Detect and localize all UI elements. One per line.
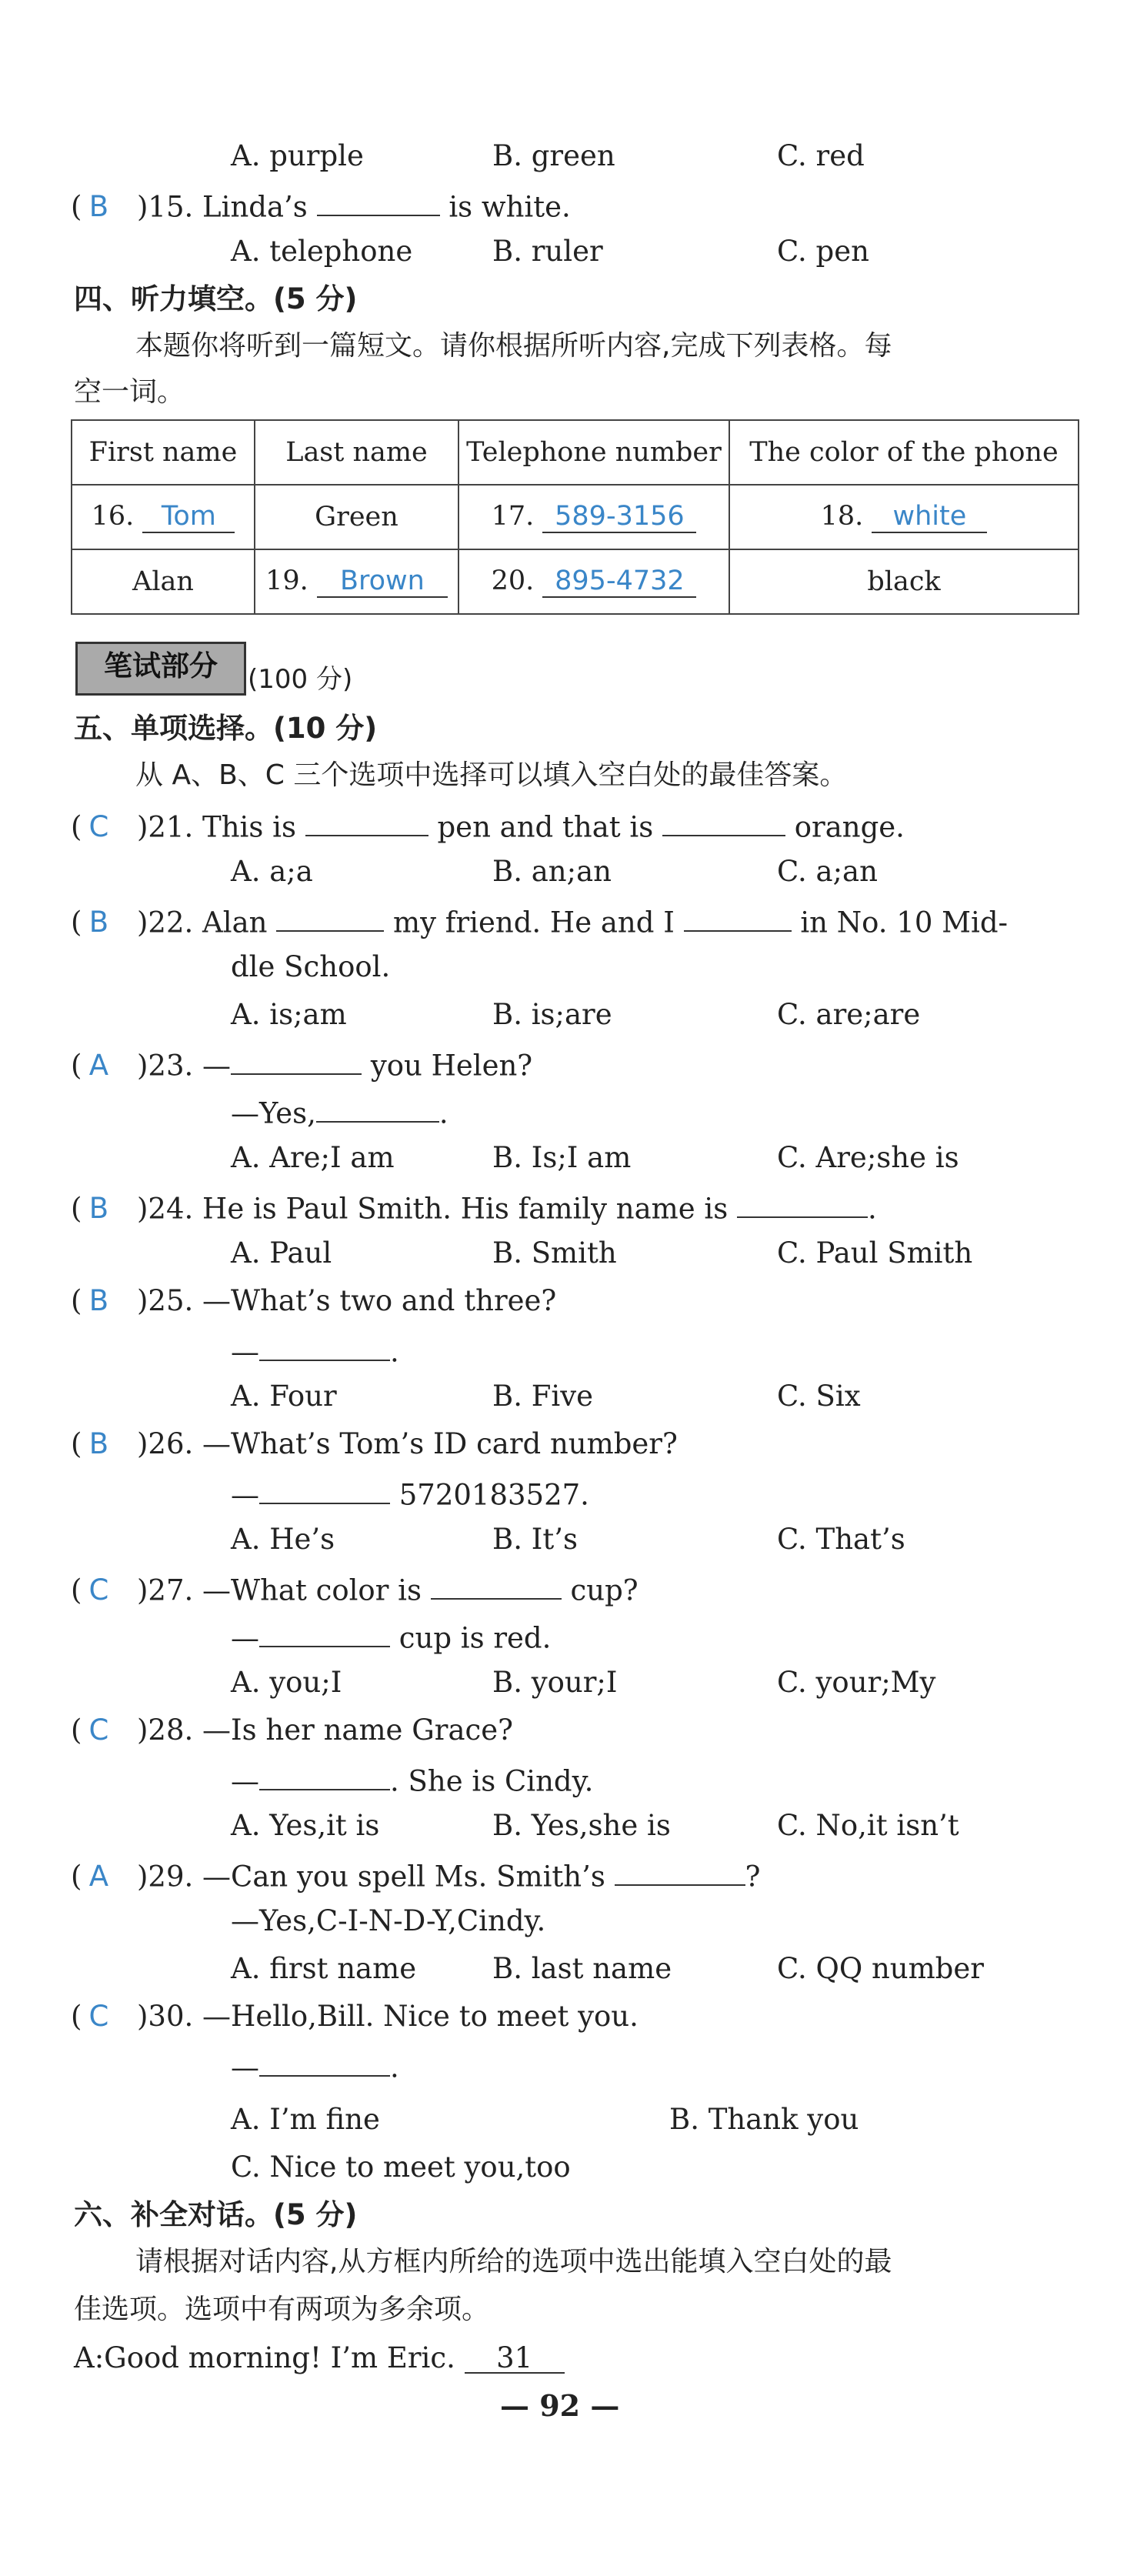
q30-blank xyxy=(259,2050,390,2077)
q28-option-a: A. Yes,it is xyxy=(231,1809,380,1842)
header-first-name: First name xyxy=(72,420,255,485)
q15-number: )15. xyxy=(137,190,194,224)
num-16: 16. xyxy=(91,501,135,532)
answer-17: 589-3156 xyxy=(542,501,696,533)
q14-option-a: A. purple xyxy=(231,139,364,172)
q28-text: —Is her name Grace? xyxy=(202,1713,513,1747)
q29-reply: —Yes,C-I-N-D-Y,Cindy. xyxy=(231,1904,546,1937)
section-5-heading: 五、单项选择。(10 分) xyxy=(74,712,378,745)
q29-number: )29. xyxy=(137,1860,194,1894)
q27-blank-1 xyxy=(431,1573,562,1600)
section-6-heading: 六、补全对话。(5 分) xyxy=(74,2198,358,2231)
answer-24: B xyxy=(88,1192,109,1226)
q23-number: )23. xyxy=(137,1049,194,1083)
q21-option-b: B. an;an xyxy=(492,855,612,888)
q22-blank-2 xyxy=(684,905,792,932)
q26-blank xyxy=(259,1477,390,1504)
q25-option-b: B. Five xyxy=(492,1380,594,1413)
q27-reply xyxy=(231,1620,552,1655)
q22-text: Alan xyxy=(202,906,268,939)
answer-15: B xyxy=(88,190,109,224)
q30-reply xyxy=(231,2050,399,2084)
question-25: ( B )25. —What’s two and three? xyxy=(71,1284,557,1317)
q22-text-mid: my friend. He and I xyxy=(393,906,675,939)
q26-option-c: C. That’s xyxy=(777,1523,905,1556)
q29-blank xyxy=(615,1859,745,1886)
q29-text-end: ? xyxy=(745,1860,761,1894)
q30-number: )30. xyxy=(137,2000,194,2033)
q26-text: —What’s Tom’s ID card number? xyxy=(202,1427,678,1460)
listening-table xyxy=(71,419,1079,615)
answer-27: C xyxy=(88,1573,109,1607)
cell-19 xyxy=(255,549,458,614)
q21-option-c: C. a;an xyxy=(777,855,878,888)
table-row xyxy=(72,485,1079,549)
q21-text-end: orange. xyxy=(794,810,905,844)
q27-reply-end: cup is red. xyxy=(398,1621,552,1655)
section-6-instruction-cont: 佳选项。选项中有两项为多余项。 xyxy=(74,2294,490,2325)
q28-blank xyxy=(259,1763,390,1790)
cell-20 xyxy=(458,549,729,614)
answer-22: B xyxy=(88,906,109,939)
q30-option-b: B. Thank you xyxy=(669,2103,859,2136)
q29-text: —Can you spell Ms. Smith’s xyxy=(202,1860,605,1894)
section-6-instruction: 请根据对话内容,从方框内所给的选项中选出能填入空白处的最 xyxy=(135,2246,892,2277)
cell-alan: Alan xyxy=(72,549,255,614)
q26-option-a: A. He’s xyxy=(231,1523,335,1556)
q27-text: —What color is xyxy=(202,1573,422,1607)
q30-text: —Hello,Bill. Nice to meet you. xyxy=(202,2000,639,2033)
section-4-heading: 四、听力填空。(5 分) xyxy=(74,282,358,315)
q22-option-b: B. is;are xyxy=(492,998,612,1031)
q22-text-end: in No. 10 Mid- xyxy=(800,906,1009,939)
q26-number: )26. xyxy=(137,1427,194,1460)
q15-option-a: A. telephone xyxy=(231,235,413,268)
cell-17 xyxy=(458,485,729,549)
q27-option-b: B. your;I xyxy=(492,1666,618,1699)
q23-option-c: C. Are;she is xyxy=(777,1141,959,1174)
q27-option-a: A. you;I xyxy=(231,1666,342,1699)
q26-reply-end: 5720183527. xyxy=(398,1478,589,1512)
q27-number: )27. xyxy=(137,1573,194,1607)
dialogue-text: A:Good morning! I’m Eric. xyxy=(74,2341,455,2374)
header-telephone-number: Telephone number xyxy=(458,420,729,485)
answer-19: Brown xyxy=(317,566,448,598)
num-19: 19. xyxy=(265,566,308,596)
question-30: ( C )30. —Hello,Bill. Nice to meet you. xyxy=(71,2000,639,2033)
q23-blank-1 xyxy=(231,1048,362,1075)
question-29: ( A )29. —Can you spell Ms. Smith’s ? xyxy=(71,1860,761,1894)
q15-text: Linda’s xyxy=(202,190,308,224)
question-28: ( C )28. —Is her name Grace? xyxy=(71,1713,513,1747)
q25-reply xyxy=(231,1334,399,1369)
q26-option-b: B. It’s xyxy=(492,1523,578,1556)
q23-reply-text: —Yes, xyxy=(231,1096,316,1130)
answer-16: Tom xyxy=(142,501,235,533)
header-last-name: Last name xyxy=(255,420,458,485)
q25-option-c: C. Six xyxy=(777,1380,861,1413)
q30-option-c: C. Nice to meet you,too xyxy=(231,2151,571,2184)
answer-18: white xyxy=(872,501,987,533)
q23-option-a: A. Are;I am xyxy=(231,1141,395,1174)
question-27: ( C )27. —What color is cup? xyxy=(71,1573,639,1607)
header-phone-color: The color of the phone xyxy=(729,420,1079,485)
section-4-instruction-cont: 空一词。 xyxy=(74,376,185,408)
q22-option-c: C. are;are xyxy=(777,998,921,1031)
q30-dash: — xyxy=(231,2050,259,2084)
q25-number: )25. xyxy=(137,1284,194,1317)
q25-reply-end: . xyxy=(390,1335,399,1369)
answer-23: A xyxy=(88,1049,109,1083)
q27-text-end: cup? xyxy=(570,1573,639,1607)
q24-option-c: C. Paul Smith xyxy=(777,1236,973,1270)
q29-option-c: C. QQ number xyxy=(777,1952,984,1985)
cell-16 xyxy=(72,485,255,549)
question-22: ( B )22. Alan my friend. He and I in No. 10 Mid- xyxy=(71,906,1009,939)
q23-blank-2 xyxy=(316,1096,439,1123)
q21-blank-2 xyxy=(662,809,785,836)
q23-reply xyxy=(231,1096,448,1130)
q22-option-a: A. is;am xyxy=(231,998,347,1031)
num-17: 17. xyxy=(491,501,535,532)
table-header-row xyxy=(72,420,1079,485)
q15-text-end: is white. xyxy=(448,190,571,224)
q28-dash: — xyxy=(231,1764,259,1798)
q24-text-end: . xyxy=(868,1192,877,1226)
q15-option-b: B. ruler xyxy=(492,235,603,268)
num-20: 20. xyxy=(491,566,535,596)
q23-text: you Helen? xyxy=(370,1049,533,1083)
q29-option-b: B. last name xyxy=(492,1952,672,1985)
q25-option-a: A. Four xyxy=(231,1380,337,1413)
q27-dash: — xyxy=(231,1621,259,1655)
q21-blank-1 xyxy=(305,809,428,836)
cell-18 xyxy=(729,485,1079,549)
q21-text: This is xyxy=(202,810,296,844)
q21-option-a: A. a;a xyxy=(231,855,313,888)
q26-reply xyxy=(231,1477,589,1512)
q28-reply xyxy=(231,1763,594,1798)
q24-option-b: B. Smith xyxy=(492,1236,617,1270)
question-26: ( B )26. —What’s Tom’s ID card number? xyxy=(71,1427,678,1460)
q14-option-b: B. green xyxy=(492,139,615,172)
q23-option-b: B. Is;I am xyxy=(492,1141,632,1174)
dialogue-line-a xyxy=(74,2341,565,2374)
q15-option-c: C. pen xyxy=(777,235,869,268)
q27-blank-2 xyxy=(259,1620,390,1647)
q21-text-mid: pen and that is xyxy=(437,810,654,844)
answer-29: A xyxy=(88,1860,109,1894)
q14-option-c: C. red xyxy=(777,139,865,172)
q23-dash: — xyxy=(202,1049,232,1083)
q28-option-c: C. No,it isn’t xyxy=(777,1809,959,1842)
cell-green: Green xyxy=(255,485,458,549)
answer-26: B xyxy=(88,1427,109,1460)
section-4-instruction: 本题你将听到一篇短文。请你根据所听内容,完成下列表格。每 xyxy=(135,330,892,362)
answer-21: C xyxy=(88,810,109,844)
q15-blank xyxy=(317,189,440,216)
q24-blank xyxy=(737,1191,868,1218)
q21-number: )21. xyxy=(137,810,194,844)
q25-text: —What’s two and three? xyxy=(202,1284,557,1317)
answer-25: B xyxy=(88,1284,109,1317)
q23-reply-end: . xyxy=(438,1096,448,1130)
written-part-score: (100 分) xyxy=(248,664,353,695)
question-23: ( A )23. — you Helen? xyxy=(71,1049,533,1083)
q28-number: )28. xyxy=(137,1713,194,1747)
q24-number: )24. xyxy=(137,1192,194,1226)
q28-option-b: B. Yes,she is xyxy=(492,1809,671,1842)
answer-30: C xyxy=(88,2000,109,2033)
question-24: ( B )24. He is Paul Smith. His family name is . xyxy=(71,1192,877,1226)
q26-dash: — xyxy=(231,1478,259,1512)
q28-reply-end: . She is Cindy. xyxy=(390,1764,594,1798)
q30-reply-end: . xyxy=(390,2050,399,2084)
q22-number: )22. xyxy=(137,906,194,939)
answer-20: 895-4732 xyxy=(542,566,696,598)
q29-option-a: A. first name xyxy=(231,1952,417,1985)
question-21: ( C )21. This is pen and that is orange. xyxy=(71,810,905,844)
blank-31: 31 xyxy=(465,2344,565,2374)
cell-black: black xyxy=(729,549,1079,614)
q30-option-a: A. I’m fine xyxy=(231,2103,380,2136)
q22-blank-1 xyxy=(276,905,384,932)
q25-dash: — xyxy=(231,1335,259,1369)
answer-28: C xyxy=(88,1713,109,1747)
q22-text-cont: dle School. xyxy=(231,950,391,983)
q24-option-a: A. Paul xyxy=(231,1236,332,1270)
q25-blank xyxy=(259,1334,390,1361)
q27-option-c: C. your;My xyxy=(777,1666,936,1699)
num-18: 18. xyxy=(820,501,864,532)
table-row xyxy=(72,549,1079,614)
page-number: — 92 — xyxy=(500,2388,620,2423)
written-part-badge: 笔试部分 xyxy=(75,642,246,696)
section-5-instruction: 从 A、B、C 三个选项中选择可以填入空白处的最佳答案。 xyxy=(135,759,848,791)
q24-text: He is Paul Smith. His family name is xyxy=(202,1192,729,1226)
question-15: ( B )15. Linda’s is white. xyxy=(71,190,571,224)
